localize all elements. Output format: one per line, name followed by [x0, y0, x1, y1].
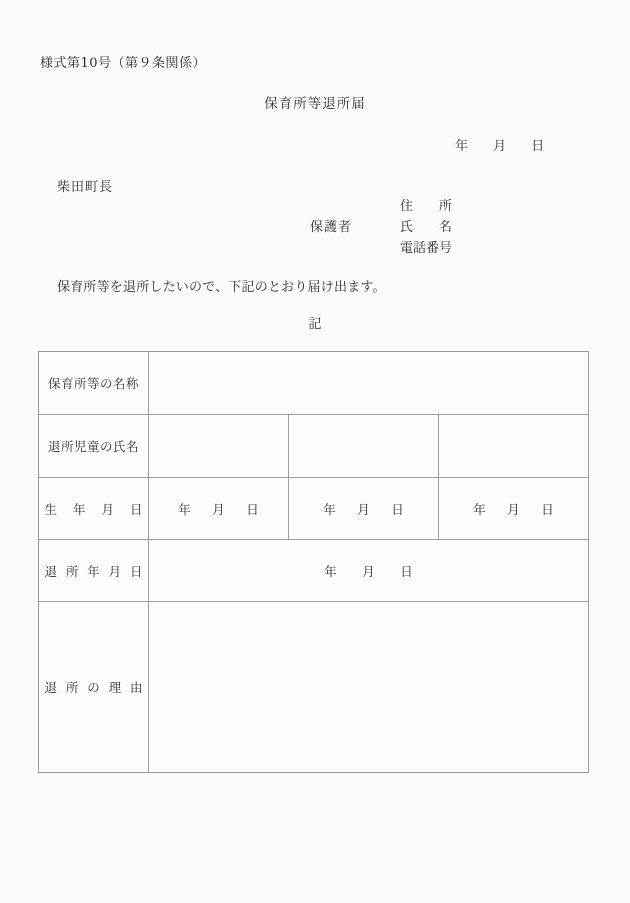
table-row-child-name	[39, 415, 589, 478]
label-child-name-text: 退所児童の氏名	[47, 439, 139, 454]
label-leave-date-text: 退所年月日	[44, 563, 143, 579]
leave-date-day-label: 日	[400, 563, 413, 579]
form-code: 様式第10号（第９条関係）	[40, 56, 207, 71]
birth-date-2-month-label: 月	[357, 501, 370, 517]
birth-date-1-month-label: 月	[212, 501, 225, 517]
submission-year-label: 年	[455, 139, 469, 154]
label-facility-name-text: 保育所等の名称	[47, 376, 139, 391]
birth-date-2-year-label: 年	[323, 501, 336, 517]
label-birth-date	[39, 478, 149, 540]
table-row-birth-date	[39, 478, 589, 540]
label-leave-reason	[39, 602, 149, 773]
table-row-leave-reason	[39, 602, 589, 773]
input-child-name-2[interactable]	[289, 415, 439, 478]
input-child-name-3[interactable]	[439, 415, 589, 478]
input-facility-name[interactable]	[149, 352, 589, 415]
submission-day-label: 日	[531, 139, 545, 154]
input-birth-date-2[interactable]	[289, 478, 439, 540]
label-facility-name	[39, 352, 149, 415]
guardian-phone-row	[310, 238, 452, 259]
guardian-block	[310, 196, 452, 259]
input-birth-date-1[interactable]	[149, 478, 289, 540]
table-row-leave-date	[39, 540, 589, 602]
guardian-phone-label: 電話番号	[400, 241, 453, 256]
birth-date-1-year-label: 年	[178, 501, 191, 517]
birth-date-1-day-label: 日	[246, 501, 259, 517]
guardian-name-row	[310, 217, 452, 238]
input-leave-date[interactable]	[149, 540, 589, 602]
label-birth-date-text: 生年月日	[44, 501, 143, 517]
input-birth-date-3[interactable]	[439, 478, 589, 540]
leave-date-month-label: 月	[362, 563, 375, 579]
addressee: 柴田町長	[57, 180, 114, 195]
guardian-name-label: 氏名	[400, 220, 452, 235]
ki-marker: 記	[308, 317, 322, 332]
birth-date-3-year-label: 年	[473, 501, 486, 517]
guardian-address-label: 住所	[400, 199, 452, 214]
form-table	[38, 351, 589, 773]
input-child-name-1[interactable]	[149, 415, 289, 478]
label-leave-reason-text: 退所の理由	[44, 680, 143, 695]
label-leave-date	[39, 540, 149, 602]
input-leave-reason[interactable]	[149, 602, 589, 773]
submission-date-line	[455, 135, 544, 154]
label-child-name	[39, 415, 149, 478]
body-statement: 保育所等を退所したいので、下記のとおり届け出ます。	[57, 280, 386, 295]
guardian-role-label: 保護者	[310, 220, 353, 235]
guardian-address-row	[310, 196, 452, 217]
leave-date-year-label: 年	[324, 563, 337, 579]
birth-date-3-day-label: 日	[541, 501, 554, 517]
birth-date-3-month-label: 月	[507, 501, 520, 517]
page-title: 保育所等退所届	[264, 96, 366, 112]
submission-month-label: 月	[493, 139, 507, 154]
birth-date-2-day-label: 日	[391, 501, 404, 517]
table-row-facility-name	[39, 352, 589, 415]
